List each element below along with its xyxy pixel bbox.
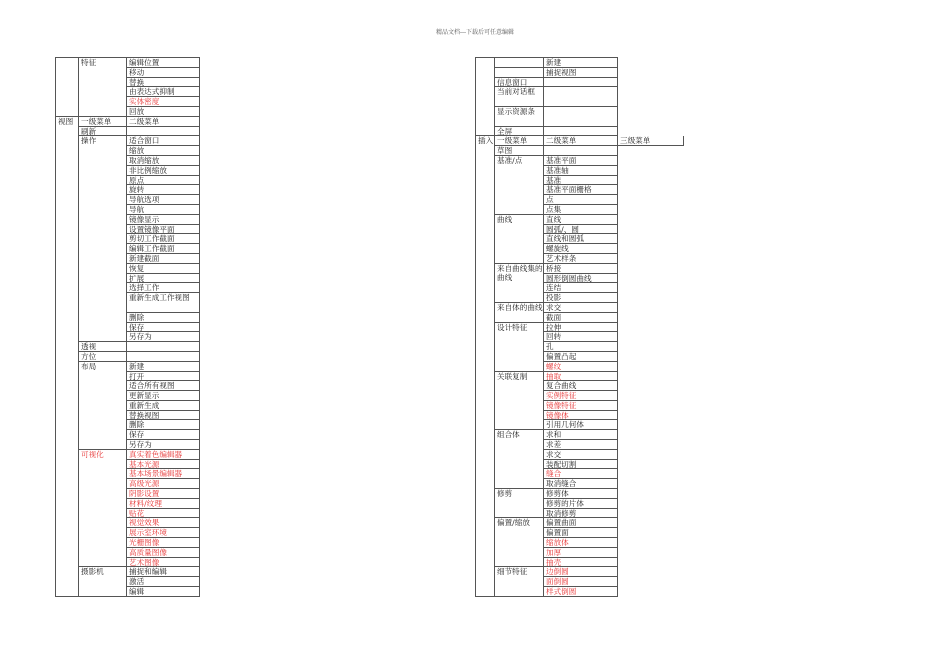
- menu-level2-cell: 缝合: [544, 469, 618, 479]
- menu-level2-cell: 加厚: [544, 548, 618, 558]
- menu-level2-cell: 偏置曲面: [544, 518, 618, 528]
- menu-level2-cell: 激活: [127, 577, 200, 587]
- menu-level2-cell: 直线: [544, 215, 618, 225]
- column-header: 三级菜单: [618, 136, 684, 146]
- menu-level2-cell: 编辑工作截面: [127, 244, 200, 254]
- menu-level1-cell: 关联复制: [495, 372, 544, 431]
- menu-level2-cell: 桥接: [544, 264, 618, 274]
- menu-level1-cell: 偏置/缩放: [495, 518, 544, 567]
- menu-level2-cell: [544, 78, 618, 88]
- menu-level2-cell: 螺纹: [544, 362, 618, 372]
- menu-level2-cell: 剪切工作截面: [127, 234, 200, 244]
- menu-level2-cell: 取消修剪: [544, 509, 618, 519]
- menu-level2-cell: 样式倒圆: [544, 587, 618, 597]
- menu-level2-cell: 偏置面: [544, 528, 618, 538]
- menu-level2-cell: 材料/纹理: [127, 499, 200, 509]
- column-header: 二级菜单: [544, 136, 618, 146]
- menu-level1-cell: 方位: [79, 352, 127, 362]
- menu-level2-cell: 高级光源: [127, 479, 200, 489]
- menu-level2-cell: 旋转: [127, 185, 200, 195]
- menu-level2-cell: 阴影设置: [127, 489, 200, 499]
- insert-menu-table: [475, 57, 684, 597]
- menu-level2-cell: 抽壳: [544, 558, 618, 568]
- menu-level2-cell: 镜像显示: [127, 215, 200, 225]
- menu-level2-cell: 装配切割: [544, 460, 618, 470]
- menu-level1-cell: 显示资源条: [495, 107, 544, 127]
- menu-level2-cell: 实例特征: [544, 391, 618, 401]
- menu-level1-cell: 摄影机: [79, 567, 127, 596]
- menu-level2-cell: 艺术图像: [127, 558, 200, 568]
- menu-level1-cell: 信息窗口: [495, 78, 544, 88]
- menu-level2-cell: 适合窗口: [127, 136, 200, 146]
- menu-level2-cell: 贴花: [127, 509, 200, 519]
- blank-cell: [127, 127, 200, 137]
- menu-level1-cell: 曲线: [495, 215, 544, 264]
- menu-level2-cell: 导航: [127, 205, 200, 215]
- menu-level2-cell: 引用几何体: [544, 420, 618, 430]
- menu-level1-cell: 细节特征: [495, 567, 544, 596]
- menu-level2-cell: 基准平面栅格: [544, 185, 618, 195]
- menu-level2-cell: 偏置凸起: [544, 352, 618, 362]
- page-header: 精品文档---下载后可任意编辑: [435, 29, 515, 36]
- menu-level2-cell: 回转: [544, 332, 618, 342]
- menu-level2-cell: 扩展: [127, 274, 200, 284]
- menu-level2-cell: 抽取: [544, 372, 618, 382]
- menu-level2-cell: 面倒圆: [544, 577, 618, 587]
- menu-level1-cell: 全屏: [495, 127, 544, 137]
- menu-level2-cell: 艺术样条: [544, 254, 618, 264]
- menu-level2-cell: 重新生成工作视图: [127, 293, 200, 313]
- menu-level1-cell: 布局: [79, 362, 127, 450]
- menu-level2-cell: 求交: [544, 303, 618, 313]
- menu-level2-cell: 新建: [544, 58, 618, 68]
- menu-level2-cell: 新建: [127, 362, 200, 372]
- menu-level2-cell: 缩放体: [544, 538, 618, 548]
- menu-level2-cell: 基本光源: [127, 460, 200, 470]
- menu-level2-cell: 高质量图像: [127, 548, 200, 558]
- menu-level1-cell: 基准/点: [495, 156, 544, 215]
- column-header: 一级菜单: [495, 136, 544, 146]
- menu-level2-cell: 圆形倒圆曲线: [544, 274, 618, 284]
- menu-level2-cell: 重新生成: [127, 401, 200, 411]
- menu-level2-cell: 适合所有视图: [127, 381, 200, 391]
- menu-level2-cell: 边倒圆: [544, 567, 618, 577]
- menu-level2-cell: 截面: [544, 313, 618, 323]
- menu-level2-cell: 选择工作: [127, 283, 200, 293]
- column-header: 二级菜单: [127, 117, 200, 127]
- menu-level1-cell: [495, 58, 544, 68]
- menu-level2-cell: 连结: [544, 283, 618, 293]
- menu-level2-cell: 孔: [544, 342, 618, 352]
- menu-level2-cell: 更新显示: [127, 391, 200, 401]
- menu-level2-cell: 视觉效果: [127, 518, 200, 528]
- menu-level1-cell: 修剪: [495, 489, 544, 518]
- menu-level2-cell: 基准: [544, 176, 618, 186]
- menu-level2-cell: 新建截面: [127, 254, 200, 264]
- menu-level2-cell: 编辑: [127, 587, 200, 597]
- menu-level2-cell: [544, 87, 618, 107]
- menu-level2-cell: 修剪的片体: [544, 499, 618, 509]
- menu-level2-cell: 求差: [544, 440, 618, 450]
- menu-level2-cell: 拉伸: [544, 323, 618, 333]
- blank-area: [618, 146, 685, 598]
- menu-level2-cell: 删除: [127, 313, 200, 323]
- menu-level2-cell: 恢复: [127, 264, 200, 274]
- menu-level2-cell: 捕捉和编辑: [127, 567, 200, 577]
- menu-level2-cell: 捕捉视图: [544, 68, 618, 78]
- menu-level2-cell: 原点: [127, 176, 200, 186]
- menu-level1-cell: 草图: [495, 146, 544, 156]
- menu-level2-cell: 复合曲线: [544, 381, 618, 391]
- blank-area: [618, 57, 685, 136]
- menu-level2-cell: 实体密度: [127, 97, 200, 107]
- section-label: 视图: [56, 117, 79, 597]
- menu-level2-cell: 光栅图像: [127, 538, 200, 548]
- blank-cell: [56, 58, 79, 117]
- menu-level2-cell: 圆弧/、圆: [544, 225, 618, 235]
- menu-level2-cell: 镜像特征: [544, 401, 618, 411]
- menu-level2-cell: 删除: [127, 420, 200, 430]
- menu-level1-cell: 来自曲线集的曲线: [495, 264, 544, 303]
- section-label: 插入: [476, 136, 495, 596]
- menu-level2-cell: [544, 127, 618, 137]
- menu-level2-cell: 点集: [544, 205, 618, 215]
- menu-level2-cell: 投影: [544, 293, 618, 303]
- menu-level2-cell: 设置镜像平面: [127, 225, 200, 235]
- menu-level2-cell: 替换视图: [127, 411, 200, 421]
- menu-level2-cell: 基准轴: [544, 166, 618, 176]
- menu-level2-cell: 取消缝合: [544, 479, 618, 489]
- menu-level2-cell: 真实着色编辑器: [127, 450, 200, 460]
- menu-level2-cell: 非比例缩放: [127, 166, 200, 176]
- menu-level2-cell: 点: [544, 195, 618, 205]
- menu-level1-cell: 当前对话框: [495, 87, 544, 107]
- menu-level2-cell: 求和: [544, 430, 618, 440]
- menu-level1-cell: 操作: [79, 136, 127, 342]
- menu-level2-cell: 取消缩放: [127, 156, 200, 166]
- blank-cell: [127, 352, 200, 362]
- menu-level2-cell: 导航选项: [127, 195, 200, 205]
- menu-level2-cell: 由表达式抑制: [127, 87, 200, 97]
- menu-level2-cell: 螺旋线: [544, 244, 618, 254]
- menu-level2-cell: 展示室环境: [127, 528, 200, 538]
- menu-level2-cell: 修剪体: [544, 489, 618, 499]
- menu-level2-cell: 打开: [127, 372, 200, 382]
- menu-level2-cell: 缩放: [127, 146, 200, 156]
- menu-level2-cell: 求交: [544, 450, 618, 460]
- menu-level1-cell: 特征: [79, 58, 127, 117]
- menu-level2-cell: 保存: [127, 323, 200, 333]
- column-header: 一级菜单: [79, 117, 127, 127]
- menu-level1-cell: 可视化: [79, 450, 127, 568]
- menu-level2-cell: 另存为: [127, 332, 200, 342]
- menu-level1-cell: [495, 68, 544, 78]
- view-menu-table: [55, 57, 200, 597]
- blank-cell: [544, 146, 618, 156]
- menu-level2-cell: 替换: [127, 78, 200, 88]
- menu-level2-cell: 基准平面: [544, 156, 618, 166]
- blank-cell: [476, 58, 495, 136]
- menu-level2-cell: [544, 107, 618, 127]
- menu-level2-cell: 保存: [127, 430, 200, 440]
- menu-level2-cell: 回放: [127, 107, 200, 117]
- menu-level1-cell: 组合体: [495, 430, 544, 489]
- menu-level1-cell: 透视: [79, 342, 127, 352]
- menu-level2-cell: 另存为: [127, 440, 200, 450]
- blank-cell: [127, 342, 200, 352]
- menu-level1-cell: 刷新: [79, 127, 127, 137]
- menu-level2-cell: 直线和圆弧: [544, 234, 618, 244]
- menu-level2-cell: 镜像体: [544, 411, 618, 421]
- menu-level2-cell: 编辑位置: [127, 58, 200, 68]
- menu-level2-cell: 基本场景编辑器: [127, 469, 200, 479]
- menu-level1-cell: 设计特征: [495, 323, 544, 372]
- menu-level2-cell: 移动: [127, 68, 200, 78]
- menu-level1-cell: 来自体的曲线: [495, 303, 544, 323]
